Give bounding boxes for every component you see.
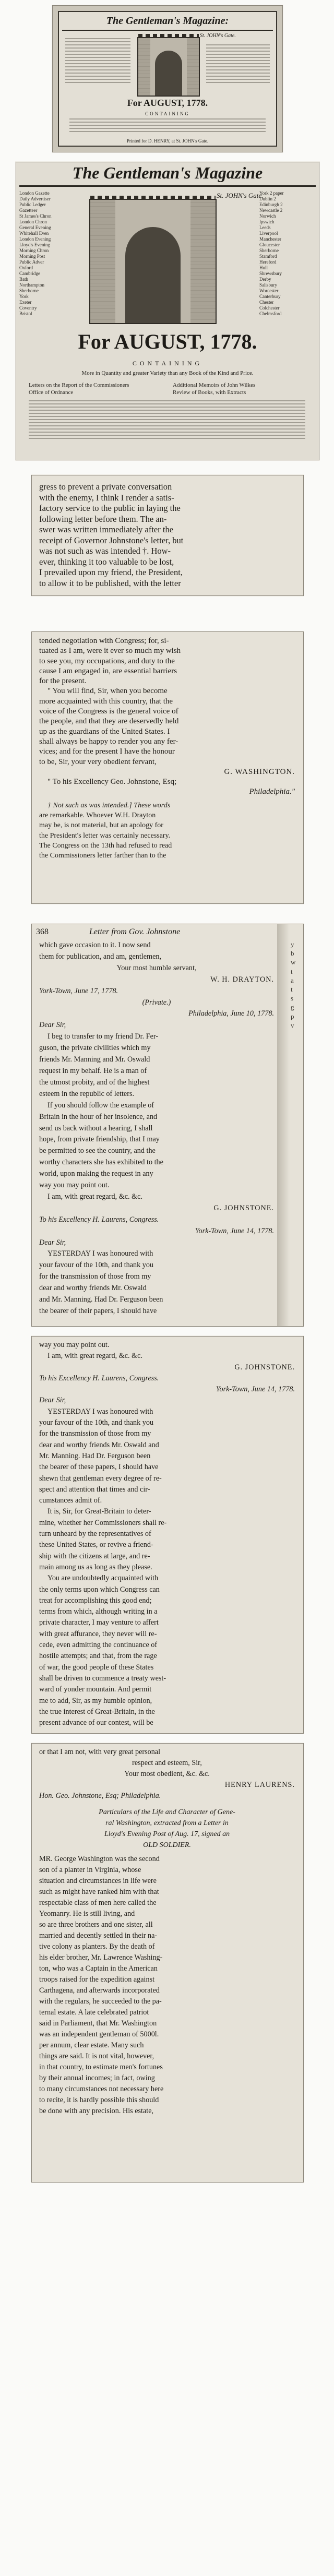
text-line: OLD SOLDIER. (143, 1841, 191, 1849)
text-line: with the regulars, he succeeded to the pa- (39, 1997, 162, 2006)
text-line: for the present. (39, 677, 87, 686)
text-line: Cambridge (19, 271, 40, 276)
text-line: treat for accomplishing this good end; (39, 1596, 152, 1605)
text-line: Morning Post (19, 254, 45, 259)
excerpt-1-text (39, 482, 295, 589)
text-line: the people, and that they are deservedly held (39, 717, 179, 726)
text-line: dear and worthy friends Mr. Oswald (39, 1284, 147, 1293)
cover-right-column (206, 42, 270, 85)
text-line: mine, whether her Commissioners shall re- (39, 1518, 167, 1527)
text-line: HENRY LAURENS. (224, 1781, 295, 1789)
signature-washington: G. WASHINGTON. (224, 767, 295, 776)
st-johns-gate-engraving (137, 37, 200, 97)
text-line: Office of Ordnance (29, 389, 74, 396)
cover-left-column (65, 36, 130, 85)
text-line: shall always be happy to render you any fer- (39, 737, 178, 746)
adjacent-column-edge: y b w t a t s g p v (291, 940, 296, 1029)
excerpt-scan-1 (31, 475, 304, 596)
text-line: Stamford (259, 254, 277, 259)
page-368-text (39, 940, 274, 1317)
text-line: Public Ledger (19, 202, 46, 207)
text-line: ever, thinking it too valuable to be lost, (39, 556, 174, 567)
publisher-line: Printed for D. HENRY, at St. JOHN's Gate. (126, 138, 209, 144)
text-line: or that I am not, with very great personal (39, 1748, 161, 1756)
text-line: up as the guardians of the United States. I (39, 727, 170, 736)
text-line: voice of the Congress is the general voice of (39, 707, 178, 716)
text-line: by their annual incomes; in fact, owing (39, 2074, 155, 2082)
text-line: tuated as I am, were it ever so much my wish (39, 647, 181, 655)
page-368-scan (31, 924, 304, 1327)
text-line: esteem in the republic of letters. (39, 1089, 135, 1098)
running-head: Letter from Gov. Johnstone (89, 927, 181, 936)
text-line: cause I am engaged in, are essential barriers (39, 666, 177, 675)
text-line: Your most obedient, &c. &c. (124, 1770, 210, 1778)
summary-right (173, 381, 308, 396)
text-line: Sherborne (19, 288, 39, 293)
text-line: shewn that gentleman every degree of re- (39, 1474, 162, 1483)
text-line: such as might have ranked him with that (39, 1888, 159, 1896)
text-line: me to add, Sir, as my humble opinion, (39, 1696, 152, 1705)
text-line: Chester (259, 300, 274, 305)
text-line: respect and esteem, Sir, (132, 1759, 202, 1767)
text-line: Additional Memoirs of John Wilkes (173, 382, 256, 388)
text-line: for the transmission of those from my (39, 1272, 151, 1281)
text-line: tended negotiation with Congress; for, si- (39, 637, 169, 645)
text-line: be done with any precision. His estate, (39, 2107, 154, 2115)
text-line: to be, Sir, your very obedient fervant, (39, 757, 157, 766)
text-line: situation and circumstances in life were (39, 1877, 157, 1885)
text-line: London Chron (19, 219, 47, 224)
text-line: G. JOHNSTONE. (213, 1203, 274, 1212)
text-line: of war, the good people of these States (39, 1663, 154, 1672)
text-line: may be, is not material, but an apology for (39, 821, 163, 830)
text-line: Dear Sir, (39, 1021, 66, 1030)
text-line: I am, with great regard, &c. &c. (47, 1192, 142, 1201)
newspaper-list-left (19, 190, 77, 317)
text-line: Worcester (259, 288, 279, 293)
text-line: Salisbury (259, 282, 278, 288)
text-line: York-Town, June 14, 1778. (216, 1385, 295, 1394)
excerpt-panel-4 (0, 1331, 334, 1738)
text-line: so are three brothers and one sister, all (39, 1921, 153, 1929)
text-line: spect and attention that times and cir- (39, 1485, 150, 1494)
text-line: request in my behalf. He is a man of (39, 1066, 147, 1075)
excerpt-2-text (39, 636, 295, 861)
text-line: send us back without a hearing, I shall (39, 1124, 153, 1132)
text-line: I beg to transfer to my friend Dr. Fer- (47, 1032, 159, 1041)
text-line: hostile attempts; and that, from the rage (39, 1652, 157, 1661)
excerpt-panel-2 (0, 626, 334, 919)
text-line: Manchester (259, 236, 281, 242)
text-line: the true interest of Great-Britain, in the (39, 1707, 155, 1716)
text-line: Lloyd's Evening (19, 242, 50, 247)
text-line: Coventry (19, 305, 37, 311)
article-headline (39, 1807, 295, 1851)
text-line: son of a planter in Virginia, whose (39, 1866, 141, 1874)
summary-left (29, 381, 159, 396)
text-line: ral Washington, extracted from a Letter in (105, 1819, 229, 1827)
text-line: Shrewsbury (259, 271, 282, 276)
text-line: shall be driven to commence a treaty west- (39, 1674, 166, 1683)
text-line: York-Town, June 17, 1778. (39, 986, 118, 995)
text-line: Lloyd's Evening Post of Aug. 17, signed an (104, 1830, 230, 1838)
masthead-large: The Gentleman's Magazine (72, 163, 263, 182)
masthead: The Gentleman's Magazine: (106, 15, 229, 27)
excerpt-scan-4 (31, 1336, 304, 1734)
text-line: the Commissioners letter farther than to the (39, 852, 166, 860)
text-line: " You will find, Sir, when you become (47, 687, 168, 696)
text-line: Yeomanry. He is still living, and (39, 1910, 135, 1918)
cover-thumbnail-panel (0, 0, 334, 157)
text-line: said in Parliament, that Mr. Washington (39, 2019, 157, 2028)
issue-date: For AUGUST, 1778. (127, 98, 208, 108)
text-line: Exeter (19, 300, 32, 305)
text-line: dear and worthy friends Mr. Oswald and (39, 1440, 159, 1449)
text-line: was an independent gentleman of 5000l. (39, 2030, 159, 2038)
text-line: Derby (259, 277, 271, 282)
text-line: To his Excellency H. Laurens, Congress. (39, 1374, 159, 1382)
text-line: things are said. It is not vital, however, (39, 2052, 154, 2060)
text-line: YESTERDAY I was honoured with (47, 1249, 153, 1258)
text-line: them for publication, and am, gentlemen, (39, 952, 162, 961)
text-line: cede, even admitting the continuance of (39, 1641, 158, 1650)
text-line: ship with the citizens at large, and re- (39, 1552, 150, 1560)
text-line: which gave occasion to it. I now send (39, 941, 151, 949)
text-line: Northampton (19, 282, 44, 288)
text-line: respectable class of men here called the (39, 1899, 157, 1907)
text-line: Dublin 2 (259, 196, 276, 201)
text-line: Morning Chron (19, 248, 49, 253)
text-line: to see you, my occupations, and duty to the (39, 657, 175, 665)
text-line: ward of yonder mountain. And permit (39, 1685, 152, 1694)
summary-body (29, 398, 305, 441)
text-line: Gloucester (259, 242, 280, 247)
text-line: be permitted to see the country, and the (39, 1147, 156, 1155)
text-line: I am, with great regard, &c. &c. (47, 1352, 142, 1361)
text-line: Hereford (259, 259, 277, 265)
text-line: way you may point out. (39, 1181, 110, 1190)
text-line: Chelmsford (259, 311, 282, 316)
text-line: and Mr. Manning. Had Dr. Ferguson been (39, 1295, 163, 1304)
text-line: Canterbury (259, 294, 281, 299)
text-line: receipt of Governor Johnstone's letter, but (39, 535, 184, 545)
text-line: Philadelphia, June 10, 1778. (188, 1009, 274, 1018)
text-line: per annum, clear estate. Many such (39, 2041, 144, 2049)
text-line: to allow it to be published, with the letter (39, 578, 181, 588)
text-line: Sherborne (259, 248, 279, 253)
text-line: Dear Sir, (39, 1396, 66, 1405)
text-line: York (19, 294, 29, 299)
excerpt-scan-5 (31, 1743, 304, 2183)
text-line: Mr. Manning. Had Dr. Ferguson been (39, 1451, 151, 1460)
text-line: Bath (19, 277, 28, 282)
issue-date-large: For AUGUST, 1778. (78, 330, 257, 353)
text-line: G. JOHNSTONE. (234, 1363, 295, 1372)
text-line: world, upon making the request in any (39, 1170, 153, 1178)
text-line: ternal estate. A late celebrated patriot (39, 2008, 149, 2017)
text-line: ton, who was a Captain in the American (39, 1964, 158, 1973)
excerpt-scan-2 (31, 631, 304, 904)
text-line: London Evening (19, 236, 51, 242)
text-line: the President's letter was certainly necessary. (39, 831, 171, 840)
text-line: Carthagena, and afterwards incorporated (39, 1986, 160, 1995)
text-line: in that country, to estimate men's fortunes (39, 2063, 163, 2071)
text-line: Letters on the Report of the Commissioners (29, 382, 129, 388)
text-line: the only terms upon which Congress can (39, 1585, 160, 1594)
footnote: † Not such as was intended.] These words (47, 801, 171, 809)
newspaper-list-right (259, 190, 316, 317)
text-line: with great affurance, they never will re- (39, 1629, 157, 1638)
text-line: Newcastle 2 (259, 208, 283, 213)
text-line: London Gazette (19, 190, 50, 196)
text-line: worthy characters she has exhibited to the (39, 1158, 163, 1167)
gate-label-large: St. JOHN's Gate. (217, 192, 264, 199)
text-line: Edinburgh 2 (259, 202, 283, 207)
cover-thumbnail-scan (52, 5, 283, 152)
text-line: Norwich (259, 213, 276, 219)
text-line: Colchester (259, 305, 280, 311)
text-line: York-Town, June 14, 1778. (195, 1226, 274, 1235)
excerpt-panel-1 (0, 464, 334, 626)
text-line: was not such as was intended †. How- (39, 546, 171, 556)
text-line: Your most humble servant, (116, 963, 197, 972)
text-line: You are undoubtedly acquainted with (47, 1574, 159, 1583)
text-line: YESTERDAY I was honoured with (47, 1407, 153, 1416)
text-line: Gazetteer (19, 208, 38, 213)
excerpt-5-text (39, 1747, 295, 2117)
text-line: his elder brother, Mr. Lawrence Washing- (39, 1953, 163, 1962)
text-line: To his Excellency H. Laurens, Congress. (39, 1215, 159, 1224)
text-line: gress to prevent a private conversation (39, 482, 172, 492)
text-line: tive colony as planters. By the death of (39, 1942, 155, 1951)
text-line: troops raised for the expedition against (39, 1975, 155, 1984)
st-johns-gate-engraving-large (89, 199, 217, 324)
contents-summary (69, 116, 266, 134)
text-line: the bearer of their papers, I should have (39, 1307, 157, 1315)
text-line: hope, from private friendship, that I may (39, 1135, 160, 1144)
text-line: these United States, or revive a friend- (39, 1541, 153, 1549)
text-line: private character, I may venture to affert (39, 1618, 159, 1627)
text-line: following letter before them. The an- (39, 514, 167, 524)
text-line: your favour of the 10th, and thank you (39, 1418, 154, 1427)
gate-label: St. JOHN's Gate. (200, 33, 236, 39)
text-line: W. H. DRAYTON. (210, 975, 274, 984)
text-line: Britain in the hour of her insolence, and (39, 1112, 158, 1121)
page-number: 368 (36, 927, 49, 936)
article-opening: MR. George Washington was the second (39, 1855, 160, 1863)
text-line: St James's Chron (19, 213, 52, 219)
text-line: with the enemy, I think I render a satis- (39, 492, 174, 503)
text-line: Hull (259, 265, 268, 270)
text-line: the bearer of these papers, I should have (39, 1463, 159, 1472)
text-line: Particulars of the Life and Character of Gene- (99, 1808, 235, 1816)
text-line: for the transmission of those from my (39, 1429, 151, 1438)
text-line: Liverpool (259, 231, 278, 236)
text-line: It is, Sir, for Great-Britain to deter- (47, 1507, 151, 1516)
contents-line: More in Quantity and greater Variety than any Book of the Kind and Price. (81, 370, 254, 376)
text-line: cumstances admit of. (39, 1496, 102, 1505)
containing-label-large: CONTAINING (132, 360, 203, 367)
text-line: Leeds (259, 225, 271, 230)
text-line: main among us as long as they please. (39, 1563, 152, 1571)
text-line: your favour of the 10th, and thank you (39, 1261, 154, 1270)
containing-label: CONTAINING (145, 111, 190, 116)
text-line: Oxford (19, 265, 33, 270)
text-line: way you may point out. (39, 1341, 110, 1349)
text-line: turn unheard by the representatives of (39, 1530, 151, 1539)
text-line: Dear Sir, (39, 1238, 66, 1247)
excerpt-4-text (39, 1340, 295, 1728)
text-line: present advance of our contest, will be (39, 1719, 153, 1727)
text-line: If you should follow the example of (47, 1101, 154, 1110)
text-line: to many circumstances not necessary here (39, 2085, 164, 2093)
text-line: swer was written immediately after the (39, 524, 174, 534)
page-368-panel (0, 919, 334, 1331)
text-line: (Private.) (142, 998, 171, 1007)
text-line: Public Adver (19, 259, 44, 265)
text-line: Ipswich (259, 219, 275, 224)
text-line: York 2 paper (259, 190, 284, 196)
cover-detail-panel (0, 157, 334, 464)
text-line: General Evening (19, 225, 51, 230)
text-line: vices; and for the present I have the honour (39, 747, 175, 756)
text-line: the utmost probity, and of the highest (39, 1078, 150, 1087)
text-line: married and decently settled in their na- (39, 1931, 158, 1940)
text-line: are remarkable. Whoever W.H. Drayton (39, 812, 156, 820)
text-line: Hon. Geo. Johnstone, Esq; Philadelphia. (39, 1792, 161, 1800)
text-line: friends Mr. Manning and Mr. Oswald (39, 1055, 150, 1064)
text-line: The Congress on the 13th had refused to read (39, 841, 172, 850)
addressee: " To his Excellency Geo. Johnstone, Esq; (47, 778, 177, 786)
excerpt-panel-5 (0, 1738, 334, 2576)
text-line: factory service to the public in laying the (39, 503, 181, 513)
text-line: terms from which, although writing in a (39, 1607, 158, 1616)
text-line: Daily Advertiser (19, 196, 51, 201)
text-line: Review of Books, with Extracts (173, 389, 246, 396)
text-line: more acquainted with this country, that the (39, 697, 173, 706)
text-line: Bristol (19, 311, 32, 316)
text-line: to recite, it is hardly possible this should (39, 2096, 159, 2104)
text-line: I prevailed upon my friend, the President, (39, 567, 183, 577)
text-line: Whitehall Even (19, 231, 49, 236)
cover-detail-scan (16, 162, 319, 460)
text-line: Philadelphia." (249, 788, 295, 796)
text-line: guson, the private civilities which my (39, 1044, 151, 1053)
